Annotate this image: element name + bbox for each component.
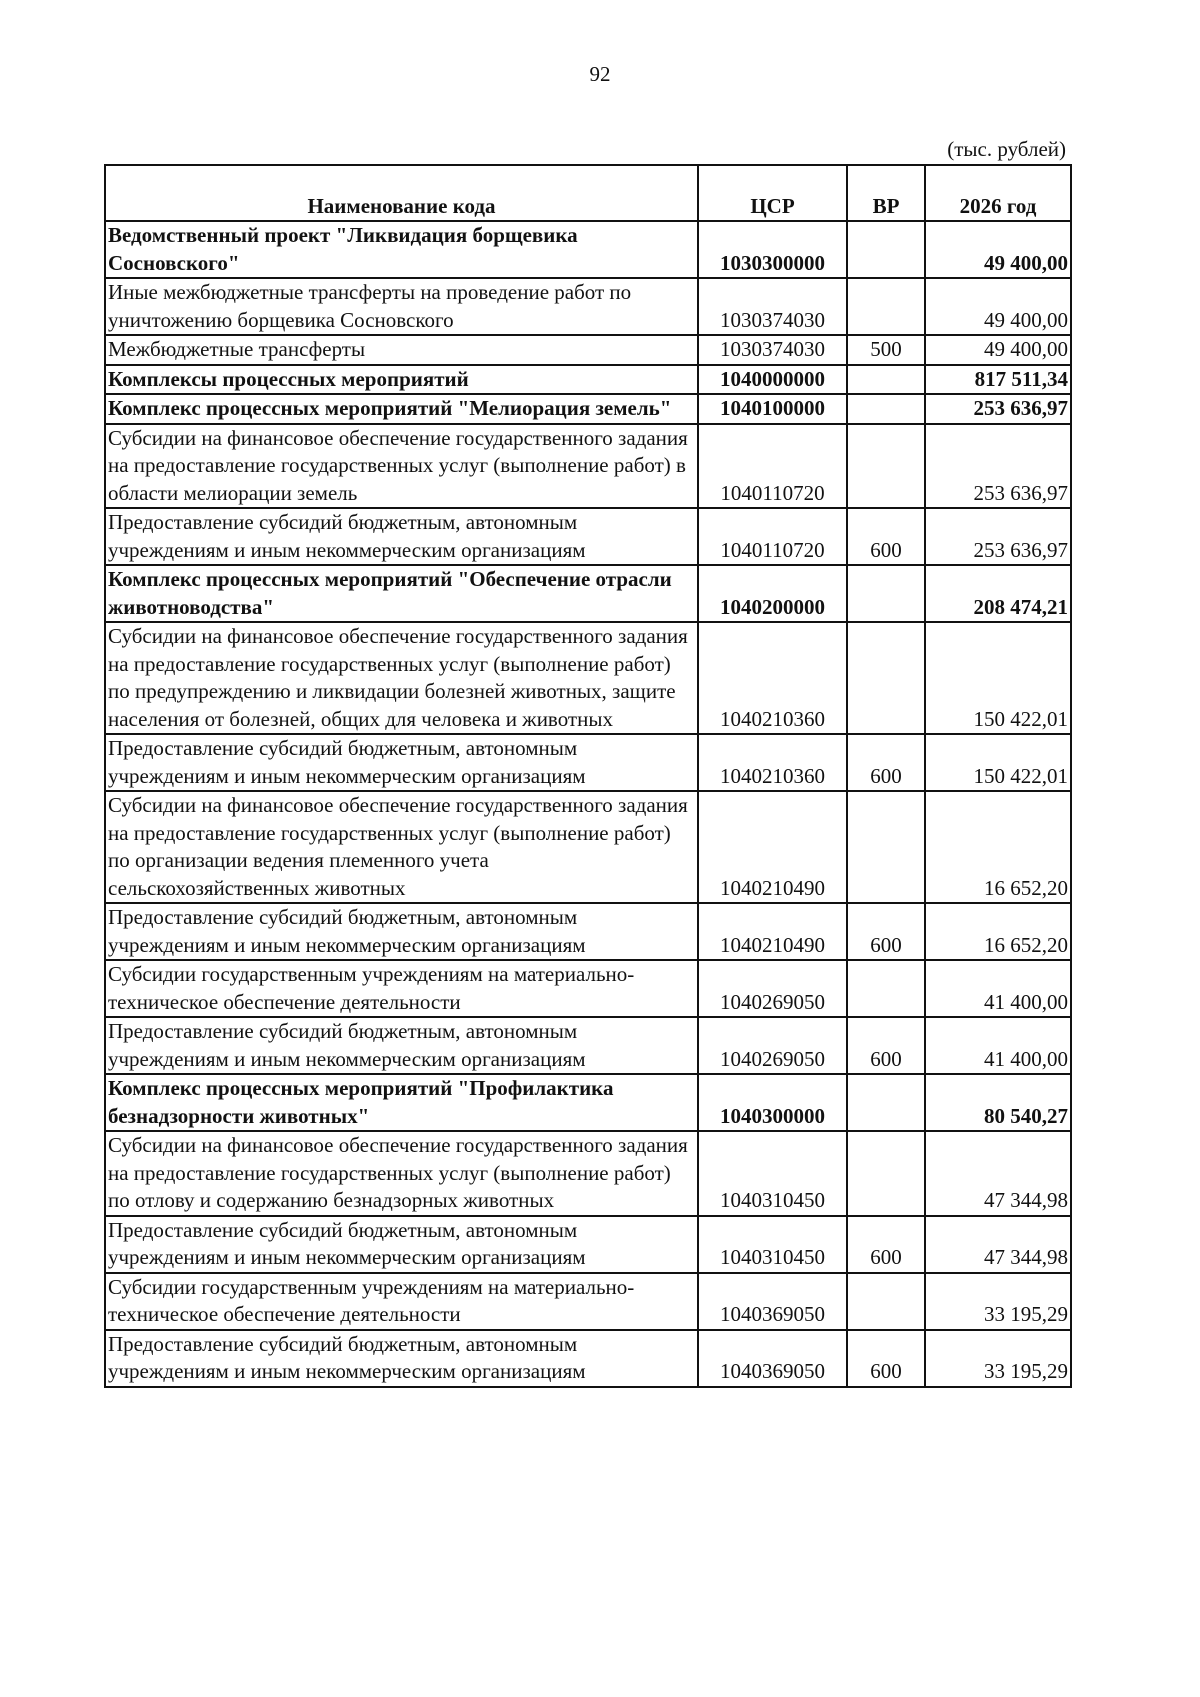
vr-cell (847, 1131, 925, 1216)
amount-cell: 49 400,00 (925, 221, 1071, 278)
vr-cell (847, 278, 925, 335)
amount-cell: 41 400,00 (925, 960, 1071, 1017)
vr-cell (847, 1273, 925, 1330)
amount-cell: 33 195,29 (925, 1273, 1071, 1330)
name-cell: Комплекс процессных мероприятий "Профилактика безнадзорности животных" (105, 1074, 698, 1131)
name-cell: Предоставление субсидий бюджетным, автономным учреждениям и иным некоммерческим организациям (105, 903, 698, 960)
header-name: Наименование кода (105, 165, 698, 221)
vr-cell: 500 (847, 335, 925, 365)
csr-cell: 1030374030 (698, 335, 847, 365)
vr-cell: 600 (847, 734, 925, 791)
table-row (105, 1017, 1071, 1074)
csr-cell: 1040369050 (698, 1330, 847, 1387)
csr-cell: 1040269050 (698, 960, 847, 1017)
csr-cell: 1040369050 (698, 1273, 847, 1330)
table-row (105, 1074, 1071, 1131)
name-cell: Субсидии на финансовое обеспечение государственного задания на предоставление государственных услуг (выполнение работ) по организации ведения племенного учета сельскохозяйственных животных (105, 791, 698, 903)
table-body (105, 221, 1071, 1387)
table-row (105, 278, 1071, 335)
table-row (105, 365, 1071, 395)
amount-cell: 150 422,01 (925, 622, 1071, 734)
table-row (105, 221, 1071, 278)
header-vr: ВР (847, 165, 925, 221)
table-row (105, 424, 1071, 509)
name-cell: Субсидии на финансовое обеспечение государственного задания на предоставление государственных услуг (выполнение работ) в области мелиорации земель (105, 424, 698, 509)
name-cell: Субсидии на финансовое обеспечение государственного задания на предоставление государственных услуг (выполнение работ) по предупреждению и ликвидации болезней животных, защите населения от болезней, общих для человека и животных (105, 622, 698, 734)
vr-cell (847, 960, 925, 1017)
vr-cell (847, 565, 925, 622)
csr-cell: 1040110720 (698, 508, 847, 565)
table-row (105, 1330, 1071, 1387)
name-cell: Предоставление субсидий бюджетным, автономным учреждениям и иным некоммерческим организациям (105, 1330, 698, 1387)
csr-cell: 1040200000 (698, 565, 847, 622)
amount-cell: 16 652,20 (925, 791, 1071, 903)
amount-cell: 49 400,00 (925, 278, 1071, 335)
amount-cell: 253 636,97 (925, 424, 1071, 509)
amount-cell: 47 344,98 (925, 1131, 1071, 1216)
vr-cell (847, 791, 925, 903)
name-cell: Предоставление субсидий бюджетным, автономным учреждениям и иным некоммерческим организациям (105, 1216, 698, 1273)
budget-table (104, 164, 1072, 1388)
amount-cell: 817 511,34 (925, 365, 1071, 395)
name-cell: Комплекс процессных мероприятий "Обеспечение отрасли животноводства" (105, 565, 698, 622)
table-row (105, 960, 1071, 1017)
csr-cell: 1040210490 (698, 903, 847, 960)
name-cell: Субсидии на финансовое обеспечение государственного задания на предоставление государственных услуг (выполнение работ) по отлову и содержанию безнадзорных животных (105, 1131, 698, 1216)
name-cell: Предоставление субсидий бюджетным, автономным учреждениям и иным некоммерческим организациям (105, 734, 698, 791)
csr-cell: 1040269050 (698, 1017, 847, 1074)
name-cell: Комплексы процессных мероприятий (105, 365, 698, 395)
name-cell: Комплекс процессных мероприятий "Мелиорация земель" (105, 394, 698, 424)
csr-cell: 1040310450 (698, 1216, 847, 1273)
table-row (105, 508, 1071, 565)
table-row (105, 622, 1071, 734)
units-label: (тыс. рублей) (947, 137, 1066, 161)
amount-cell: 208 474,21 (925, 565, 1071, 622)
name-cell: Межбюджетные трансферты (105, 335, 698, 365)
vr-cell (847, 424, 925, 509)
name-cell: Иные межбюджетные трансферты на проведение работ по уничтожению борщевика Сосновского (105, 278, 698, 335)
name-cell: Предоставление субсидий бюджетным, автономным учреждениям и иным некоммерческим организациям (105, 508, 698, 565)
amount-cell: 253 636,97 (925, 508, 1071, 565)
vr-cell (847, 1074, 925, 1131)
csr-cell: 1030374030 (698, 278, 847, 335)
amount-cell: 80 540,27 (925, 1074, 1071, 1131)
name-cell: Субсидии государственным учреждениям на материально-техническое обеспечение деятельности (105, 1273, 698, 1330)
amount-cell: 150 422,01 (925, 734, 1071, 791)
page-number: 92 (589, 62, 611, 86)
header-amount: 2026 год (925, 165, 1071, 221)
name-cell: Субсидии государственным учреждениям на материально-техническое обеспечение деятельности (105, 960, 698, 1017)
vr-cell: 600 (847, 1330, 925, 1387)
header-csr: ЦСР (698, 165, 847, 221)
vr-cell (847, 365, 925, 395)
table-row (105, 734, 1071, 791)
name-cell: Ведомственный проект "Ликвидация борщевика Сосновского" (105, 221, 698, 278)
vr-cell (847, 221, 925, 278)
table-row (105, 1131, 1071, 1216)
vr-cell: 600 (847, 903, 925, 960)
amount-cell: 16 652,20 (925, 903, 1071, 960)
csr-cell: 1040210490 (698, 791, 847, 903)
table-header-row (105, 165, 1071, 221)
csr-cell: 1030300000 (698, 221, 847, 278)
table-row (105, 565, 1071, 622)
csr-cell: 1040100000 (698, 394, 847, 424)
table-row (105, 903, 1071, 960)
amount-cell: 33 195,29 (925, 1330, 1071, 1387)
csr-cell: 1040310450 (698, 1131, 847, 1216)
vr-cell: 600 (847, 508, 925, 565)
csr-cell: 1040210360 (698, 734, 847, 791)
amount-cell: 41 400,00 (925, 1017, 1071, 1074)
csr-cell: 1040300000 (698, 1074, 847, 1131)
amount-cell: 47 344,98 (925, 1216, 1071, 1273)
name-cell: Предоставление субсидий бюджетным, автономным учреждениям и иным некоммерческим организациям (105, 1017, 698, 1074)
amount-cell: 49 400,00 (925, 335, 1071, 365)
vr-cell: 600 (847, 1216, 925, 1273)
amount-cell: 253 636,97 (925, 394, 1071, 424)
vr-cell: 600 (847, 1017, 925, 1074)
vr-cell (847, 622, 925, 734)
csr-cell: 1040210360 (698, 622, 847, 734)
table-row (105, 335, 1071, 365)
csr-cell: 1040110720 (698, 424, 847, 509)
csr-cell: 1040000000 (698, 365, 847, 395)
table-row (105, 1216, 1071, 1273)
table-row (105, 791, 1071, 903)
vr-cell (847, 394, 925, 424)
table-row (105, 1273, 1071, 1330)
table-row (105, 394, 1071, 424)
